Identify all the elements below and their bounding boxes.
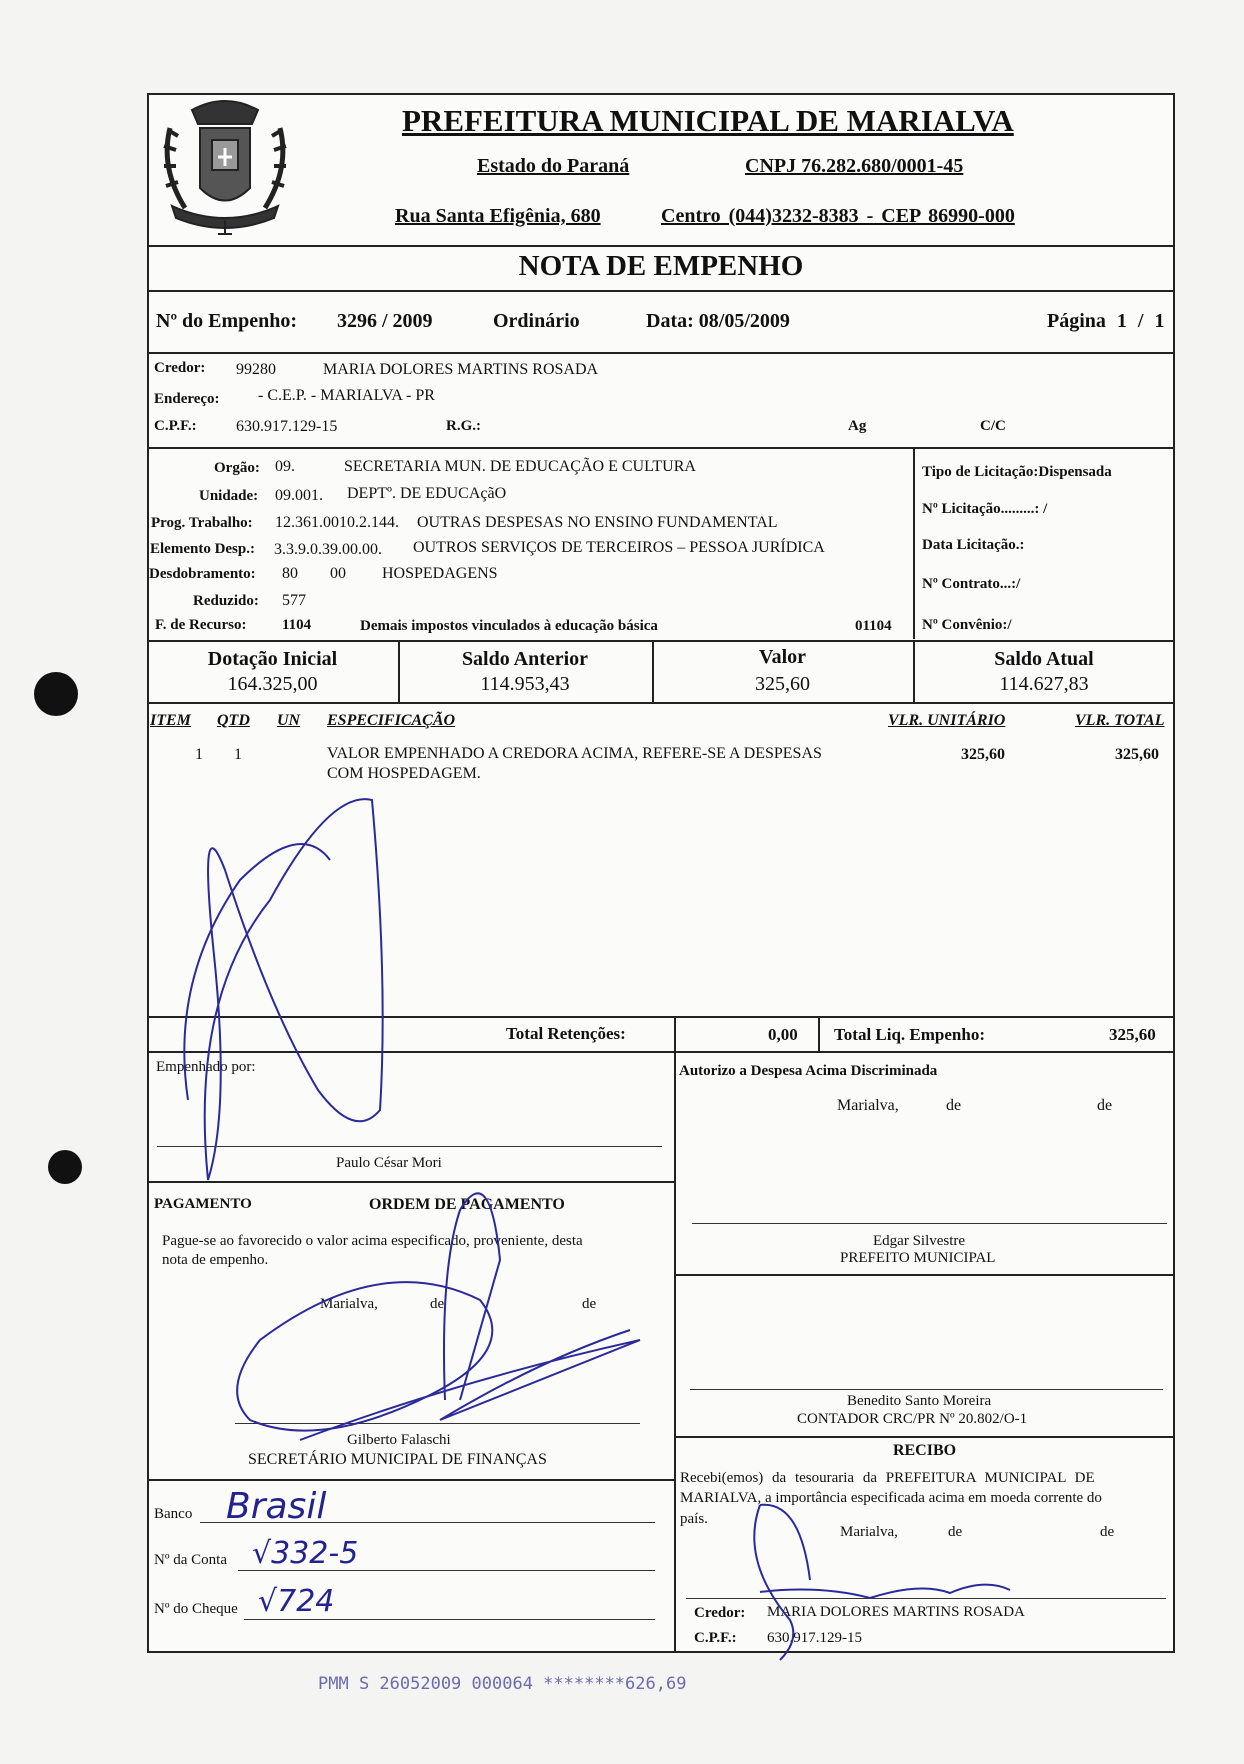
fonte-recurso-code: 1104 [282, 617, 312, 633]
pagamento-city: Marialva, [320, 1296, 378, 1312]
recibo-city: Marialva, [840, 1524, 898, 1540]
processing-stamp: PMM S 26052009 000064 ********626,69 [318, 1674, 687, 1694]
pagamento-label: PAGAMENTO [154, 1196, 252, 1212]
endereco-label: Endereço: [154, 391, 220, 407]
desdobramento-code-2: 00 [330, 565, 346, 582]
empenho-type: Ordinário [493, 310, 580, 332]
saldo-atual-label: Saldo Atual [994, 648, 1094, 670]
col-vlr-total: VLR. TOTAL [1075, 712, 1165, 729]
col-vlr-unitario: VLR. UNITÁRIO [888, 712, 1006, 729]
cpf-label: C.P.F.: [154, 418, 197, 434]
orgao-label: Orgão: [214, 460, 260, 476]
pagamento-de-1: de [430, 1296, 445, 1312]
desdobramento-label: Desdobramento: [149, 566, 256, 582]
document-title: NOTA DE EMPENHO [518, 250, 804, 282]
col-qtd: QTD [217, 712, 250, 729]
empenhado-por-signer: Paulo César Mori [336, 1155, 442, 1171]
unidade-code: 09.001. [275, 487, 323, 504]
numero-contrato: Nº Contrato...:/ [922, 576, 1021, 592]
pagamento-text-line2: nota de empenho. [162, 1252, 269, 1268]
cpf-value: 630.917.129-15 [236, 418, 338, 435]
signature-stroke [760, 1585, 1010, 1598]
contador-role: CONTADOR CRC/PR Nº 20.802/O-1 [797, 1411, 1028, 1427]
col-especificacao: ESPECIFICAÇÃO [327, 712, 456, 729]
reduzido-label: Reduzido: [193, 593, 259, 609]
state-label: Estado do Paraná [477, 155, 630, 177]
elemento-desp-code: 3.3.9.0.39.00.00. [274, 541, 382, 558]
endereco-value: - C.E.P. - MARIALVA - PR [258, 387, 435, 404]
dotacao-inicial-label: Dotação Inicial [207, 648, 338, 670]
credor-name: MARIA DOLORES MARTINS ROSADA [323, 361, 599, 378]
dotacao-inicial-value: 164.325,00 [227, 673, 318, 695]
prog-trabalho-code: 12.361.0010.2.144. [275, 514, 399, 531]
recibo-text-line3: país. [680, 1511, 708, 1527]
cc-label: C/C [980, 418, 1006, 434]
item-description-line2: COM HOSPEDAGEM. [327, 765, 481, 782]
conta-label: Nº da Conta [154, 1552, 227, 1568]
recibo-cpf-label: C.P.F.: [694, 1630, 737, 1646]
cheque-label: Nº do Cheque [154, 1601, 238, 1617]
prefeitura-title: PREFEITURA MUNICIPAL DE MARIALVA [402, 103, 1014, 138]
signature-stroke [754, 1505, 810, 1660]
signature-stroke [184, 844, 330, 1100]
total-liq-label: Total Liq. Empenho: [834, 1025, 985, 1044]
autorizo-de-1: de [946, 1097, 962, 1114]
valor-value: 325,60 [755, 673, 810, 695]
empenho-date: Data: 08/05/2009 [646, 310, 790, 332]
address-label: Rua Santa Efigênia, 680 [395, 205, 601, 227]
recibo-text-line1: Recebi(emos) da tesouraria da PREFEITURA MUNICIPAL DE [680, 1470, 1095, 1486]
empenho-number-label: Nº do Empenho: [156, 310, 298, 332]
unidade-label: Unidade: [199, 488, 259, 504]
banco-label: Banco [154, 1506, 193, 1522]
desdobramento-name: HOSPEDAGENS [382, 565, 498, 582]
orgao-code: 09. [275, 458, 295, 475]
secretario-name: Gilberto Falaschi [347, 1432, 451, 1448]
page-number: Página 1 / 1 [1047, 310, 1165, 332]
autorizo-de-2: de [1097, 1097, 1113, 1114]
recibo-de-2: de [1100, 1524, 1115, 1540]
credor-code: 99280 [236, 361, 276, 378]
total-retencoes-label: Total Retenções: [506, 1024, 626, 1043]
phone-cep-label: Centro (044)3232-8383 - CEP 86990-000 [661, 205, 1015, 227]
empenho-number: 3296 / 2009 [337, 310, 433, 332]
total-liq-value: 325,60 [1109, 1025, 1156, 1044]
contador-name: Benedito Santo Moreira [847, 1393, 992, 1409]
fonte-recurso-name: Demais impostos vinculados à educação básica [360, 618, 658, 634]
empenhado-por-label: Empenhado por: [156, 1059, 256, 1075]
fonte-recurso-number: 01104 [855, 618, 892, 634]
recibo-cpf-value: 630.917.129-15 [767, 1630, 862, 1646]
prefeito-name: Edgar Silvestre [873, 1233, 966, 1249]
conta-handwritten-value: √332-5 [252, 1536, 359, 1571]
desdobramento-code-1: 80 [282, 565, 298, 582]
signature-stroke [205, 799, 383, 1180]
item-description-line1: VALOR EMPENHADO A CREDORA ACIMA, REFERE-SE A DESPESAS [327, 745, 822, 762]
ordem-pagamento-label: ORDEM DE PAGAMENTO [369, 1196, 565, 1213]
autorizo-city: Marialva, [837, 1097, 899, 1114]
elemento-desp-name: OUTROS SERVIÇOS DE TERCEIROS – PESSOA JURÍDICA [413, 539, 825, 556]
recibo-text-line2: MARIALVA, a importância especificada acima em moeda corrente do [680, 1490, 1102, 1506]
prog-trabalho-name: OUTRAS DESPESAS NO ENSINO FUNDAMENTAL [417, 514, 778, 531]
signature-stroke [300, 1330, 640, 1440]
credor-label: Credor: [154, 360, 206, 376]
col-item: ITEM [150, 712, 191, 729]
rg-label: R.G.: [446, 418, 481, 434]
fonte-recurso-label: F. de Recurso: [155, 617, 247, 633]
prefeito-role: PREFEITO MUNICIPAL [840, 1250, 996, 1266]
data-licitacao: Data Licitação.: [922, 537, 1025, 553]
numero-licitacao: Nº Licitação.........: / [922, 501, 1048, 517]
numero-convenio: Nº Convênio:/ [922, 617, 1012, 633]
item-qtd: 1 [234, 746, 242, 763]
item-number: 1 [195, 746, 203, 763]
item-total-value: 325,60 [1115, 746, 1159, 763]
autorizo-label: Autorizo a Despesa Acima Discriminada [679, 1063, 938, 1079]
saldo-anterior-label: Saldo Anterior [461, 648, 589, 670]
unidade-name: DEPTº. DE EDUCAçãO [347, 485, 507, 502]
pagamento-text-line1: Pague-se ao favorecido o valor acima especificado, proveniente, desta [162, 1233, 583, 1249]
valor-label: Valor [758, 646, 807, 668]
tipo-licitacao: Tipo de Licitação:Dispensada [922, 464, 1112, 480]
secretario-role: SECRETÁRIO MUNICIPAL DE FINANÇAS [248, 1451, 547, 1468]
prog-trabalho-label: Prog. Trabalho: [151, 515, 253, 531]
total-retencoes-value: 0,00 [768, 1025, 798, 1044]
recibo-de-1: de [948, 1524, 963, 1540]
orgao-name: SECRETARIA MUN. DE EDUCAÇÃO E CULTURA [344, 458, 696, 475]
recibo-credor-label: Credor: [694, 1605, 746, 1621]
banco-handwritten-value: Brasil [226, 1486, 327, 1527]
pagamento-de-2: de [582, 1296, 597, 1312]
signature-stroke [237, 1282, 492, 1430]
saldo-anterior-value: 114.953,43 [480, 673, 570, 695]
item-unit-value: 325,60 [961, 746, 1005, 763]
elemento-desp-label: Elemento Desp.: [150, 541, 255, 557]
cnpj-label: CNPJ 76.282.680/0001-45 [745, 155, 964, 177]
cheque-handwritten-value: √724 [258, 1584, 335, 1619]
recibo-credor-name: MARIA DOLORES MARTINS ROSADA [767, 1604, 1025, 1620]
reduzido-value: 577 [282, 592, 306, 609]
ag-label: Ag [848, 418, 867, 434]
saldo-atual-value: 114.627,83 [999, 673, 1089, 695]
col-un: UN [277, 712, 301, 729]
recibo-label: RECIBO [892, 1442, 957, 1459]
